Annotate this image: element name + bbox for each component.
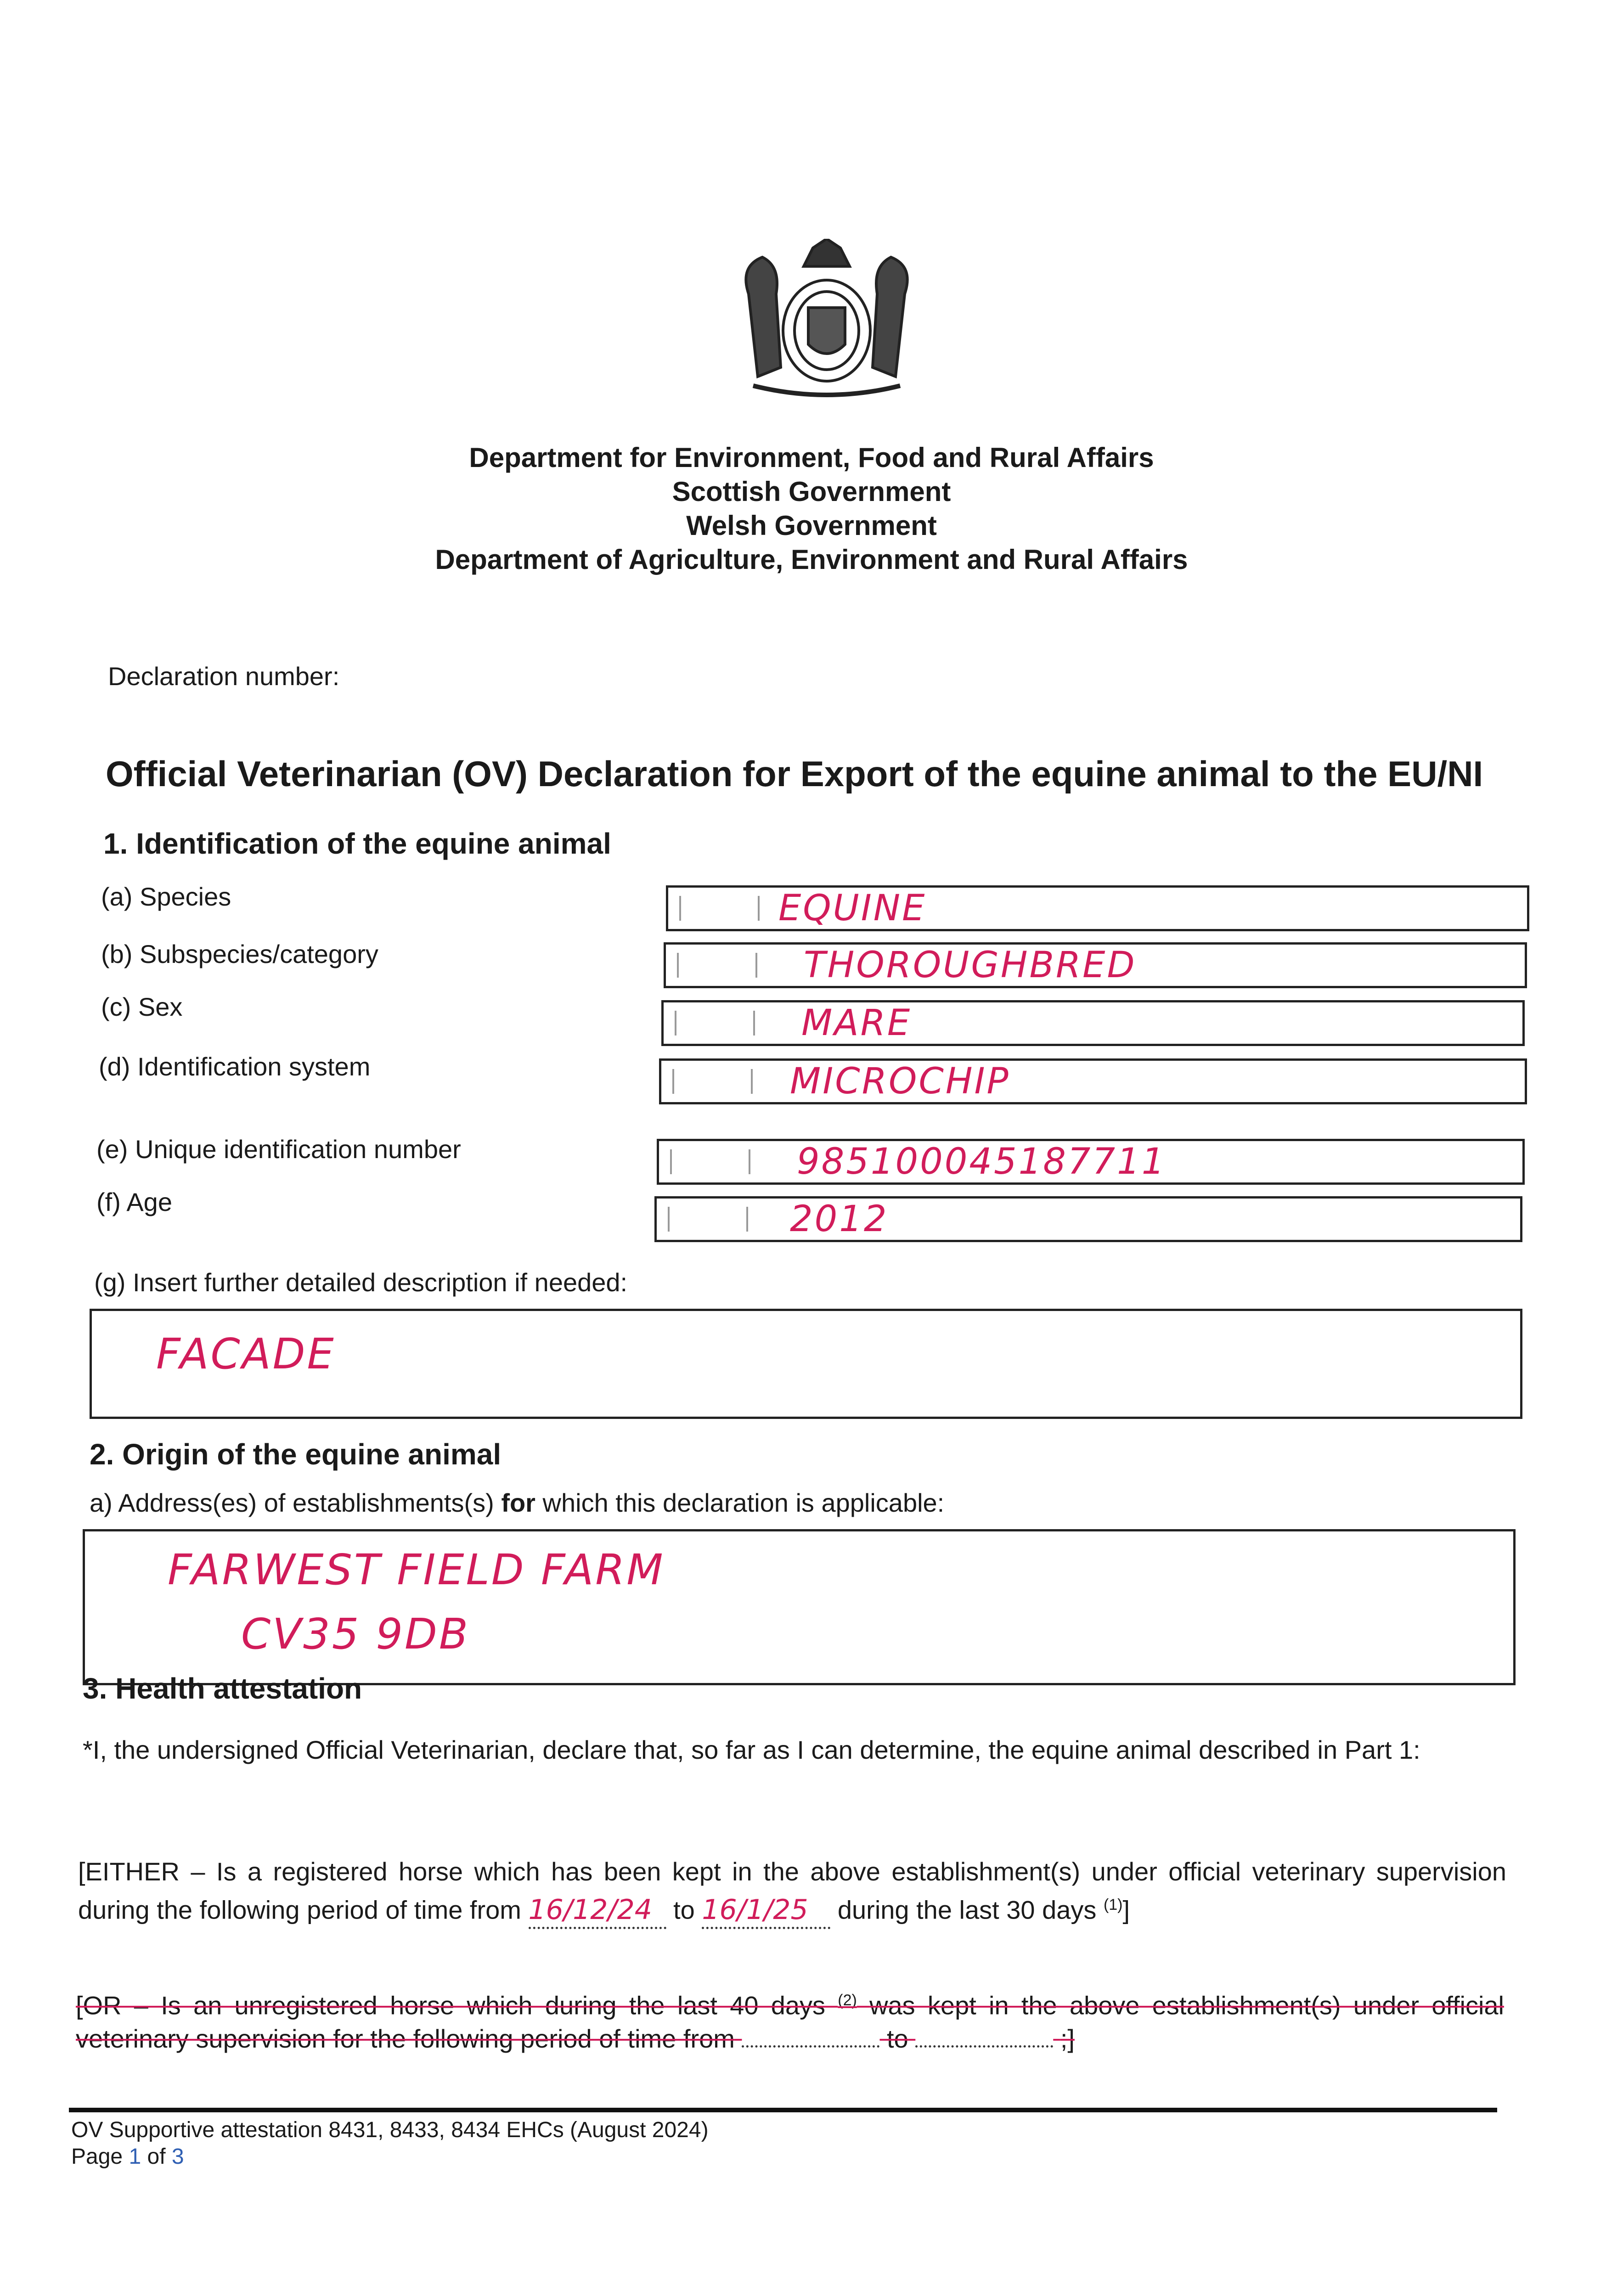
section-2-heading: 2. Origin of the equine animal	[90, 1438, 502, 1471]
address-line-2: CV35 9DB	[241, 1609, 470, 1659]
unique-id-field[interactable]	[657, 1139, 1525, 1185]
field-tick-mark	[679, 896, 681, 921]
field-label-description: (g) Insert further detailed description if needed:	[94, 1268, 628, 1297]
field-tick-mark	[758, 896, 760, 921]
header-line-3: Welsh Government	[686, 510, 937, 541]
or-clause-struck	[76, 1984, 1504, 2055]
header-line-2: Scottish Government	[672, 476, 951, 507]
field-tick-mark	[753, 1011, 755, 1035]
period-from-field[interactable]	[529, 1893, 666, 1929]
field-tick-mark	[675, 1011, 676, 1035]
or-to-field[interactable]	[915, 2045, 1053, 2048]
identification-system-field[interactable]	[659, 1058, 1527, 1104]
page-current: 1	[129, 2144, 141, 2169]
page-word: Page	[71, 2144, 123, 2169]
or-to-word: to	[887, 2024, 908, 2053]
field-tick-mark	[670, 1149, 672, 1174]
either-clause-text: during the last 30 days	[837, 1895, 1097, 1925]
either-clause-text: [EITHER – Is a registered horse which has been kept in the above establishment(s) under official veterinary supervision during the following period of time from	[78, 1857, 1506, 1925]
either-clause-end: ]	[1122, 1895, 1130, 1925]
address-field[interactable]	[83, 1529, 1516, 1685]
page-title: Official Veterinarian (OV) Declaration for Export of the equine animal to the EU/NI	[106, 754, 1483, 794]
or-clause-end: ;]	[1060, 2024, 1075, 2053]
address-line-1: FARWEST FIELD FARM	[168, 1545, 665, 1594]
of-word: of	[147, 2144, 166, 2169]
subspecies-field[interactable]	[664, 942, 1527, 988]
species-field[interactable]	[666, 885, 1529, 931]
section-3-heading: 3. Health attestation	[83, 1672, 362, 1705]
sex-value: MARE	[801, 1002, 912, 1044]
page-number	[71, 2144, 184, 2170]
or-from-field[interactable]	[742, 2045, 879, 2048]
field-label-age: (f) Age	[96, 1187, 172, 1216]
footer-divider	[69, 2108, 1497, 2112]
header-line-1: Department for Environment, Food and Rural Affairs	[469, 442, 1154, 473]
header-line-4: Department of Agriculture, Environment and Rural Affairs	[435, 544, 1188, 575]
either-clause	[78, 1855, 1506, 1929]
footer-reference: OV Supportive attestation 8431, 8433, 8434 EHCs (August 2024)	[71, 2118, 709, 2142]
period-to-field[interactable]	[702, 1893, 830, 1929]
age-value: 2012	[790, 1199, 889, 1240]
footnote-ref: (2)	[838, 1992, 857, 2009]
address-label-part: a) Address(es) of establishments(s)	[90, 1488, 502, 1517]
field-tick-mark	[677, 953, 679, 978]
field-tick-mark	[668, 1207, 670, 1232]
field-label-sex: (c) Sex	[101, 992, 183, 1021]
description-field[interactable]	[90, 1309, 1522, 1419]
page-total: 3	[171, 2144, 184, 2169]
address-label-bold: for	[501, 1488, 535, 1517]
field-tick-mark	[749, 1149, 750, 1174]
address-label-part: which this declaration is applicable:	[535, 1488, 945, 1517]
health-attestation-intro: *I, the undersigned Official Veterinarian, declare that, so far as I can determine, the equine animal described in Part 1:	[83, 1735, 1420, 1764]
field-tick-mark	[672, 1069, 674, 1094]
description-value: FACADE	[156, 1329, 336, 1379]
declaration-number-label: Declaration number:	[108, 662, 340, 691]
age-field[interactable]	[654, 1196, 1522, 1242]
subspecies-value: THOROUGHBRED	[804, 945, 1137, 986]
or-clause-text: [OR – Is an unregistered horse which during the last 40 days	[76, 1991, 826, 2020]
unique-id-value: 985100045187711	[797, 1141, 1167, 1182]
identification-system-value: MICROCHIP	[790, 1061, 1010, 1102]
field-label-unique-id: (e) Unique identification number	[96, 1135, 461, 1164]
species-value: EQUINE	[778, 888, 927, 929]
footnote-ref: (1)	[1103, 1896, 1123, 1913]
section-1-heading: 1. Identification of the equine animal	[103, 827, 611, 860]
royal-coat-of-arms-icon	[721, 239, 932, 404]
address-label	[90, 1488, 944, 1518]
field-label-subspecies: (b) Subspecies/category	[101, 940, 378, 968]
field-label-species: (a) Species	[101, 882, 231, 911]
sex-field[interactable]	[661, 1000, 1525, 1046]
period-to-value: 16/1/25	[702, 1893, 808, 1926]
field-label-identification-system: (d) Identification system	[99, 1052, 371, 1081]
either-to-word: to	[673, 1895, 695, 1925]
period-from-value: 16/12/24	[528, 1893, 652, 1926]
field-tick-mark	[751, 1069, 753, 1094]
field-tick-mark	[755, 953, 757, 978]
or-clause-text: was kept in the above establishment(s) under official veterinary supervision for the following period of time from	[76, 1991, 1504, 2053]
field-tick-mark	[746, 1207, 748, 1232]
